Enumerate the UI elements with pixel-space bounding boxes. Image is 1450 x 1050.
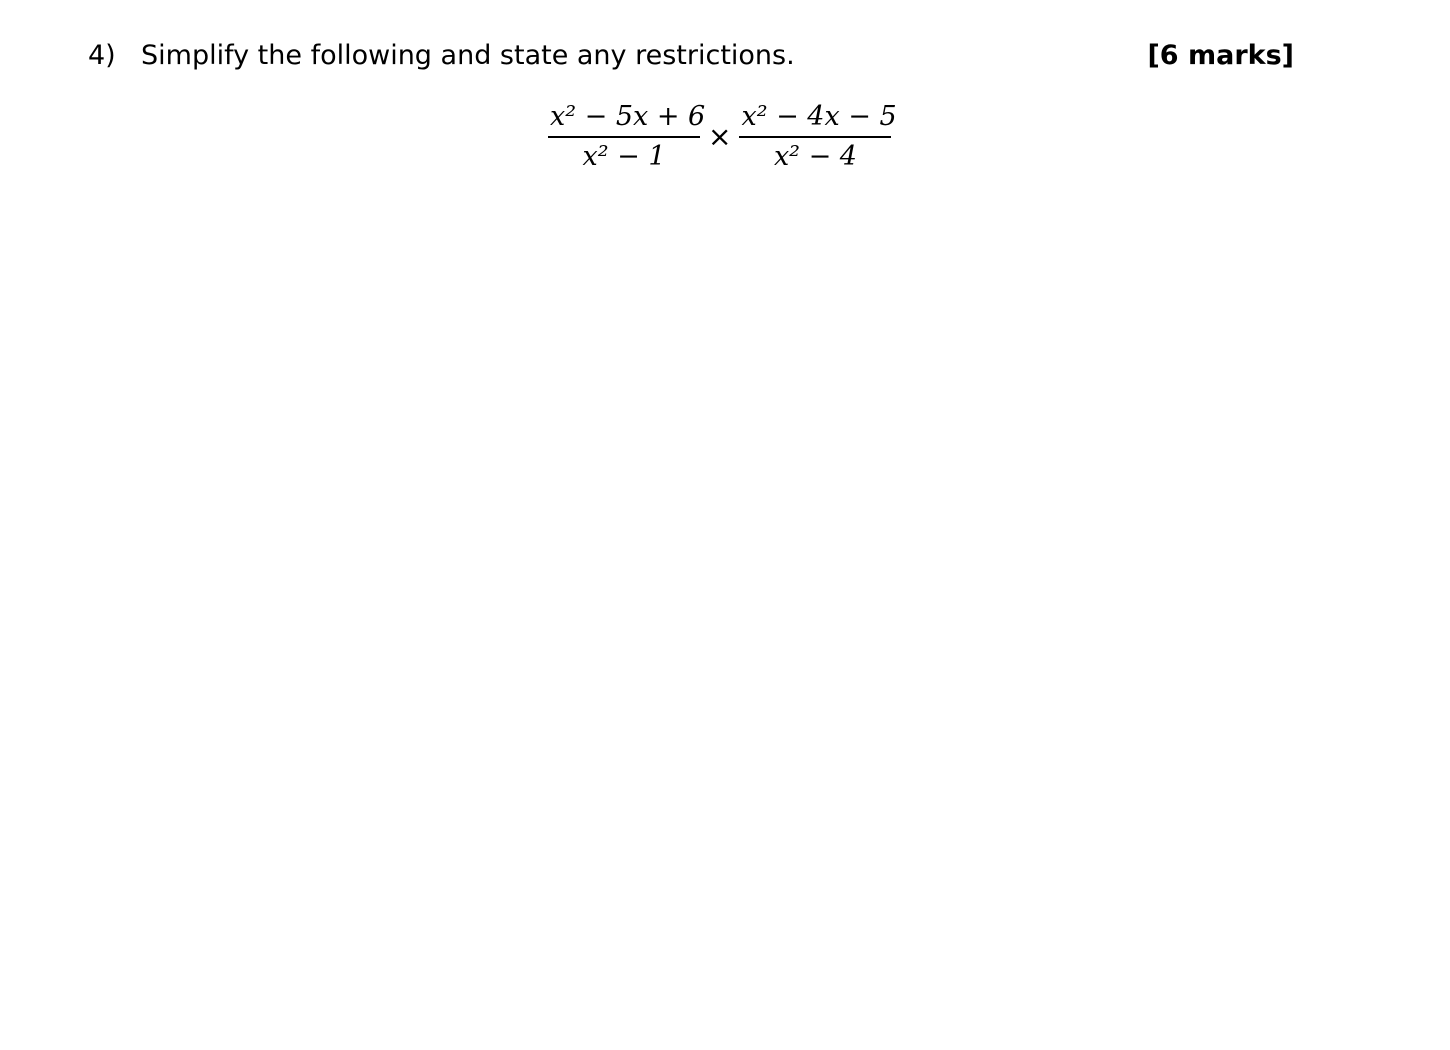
fraction-1-numerator: x² − 5x + 6 <box>548 98 700 138</box>
question-text: Simplify the following and state any restrictions. <box>141 40 795 71</box>
multiplication-operator: × <box>708 120 732 153</box>
question-marks: [6 marks] <box>1147 40 1294 71</box>
question-header <box>88 38 1294 74</box>
fraction-2 <box>739 98 897 176</box>
fraction-2-denominator: x² − 4 <box>773 141 857 172</box>
fraction-2-numerator: x² − 4x − 5 <box>739 98 891 138</box>
fraction-1 <box>548 98 706 176</box>
question-number: 4) <box>88 40 116 71</box>
math-expression <box>548 92 897 182</box>
fraction-1-denominator: x² − 1 <box>582 141 666 172</box>
